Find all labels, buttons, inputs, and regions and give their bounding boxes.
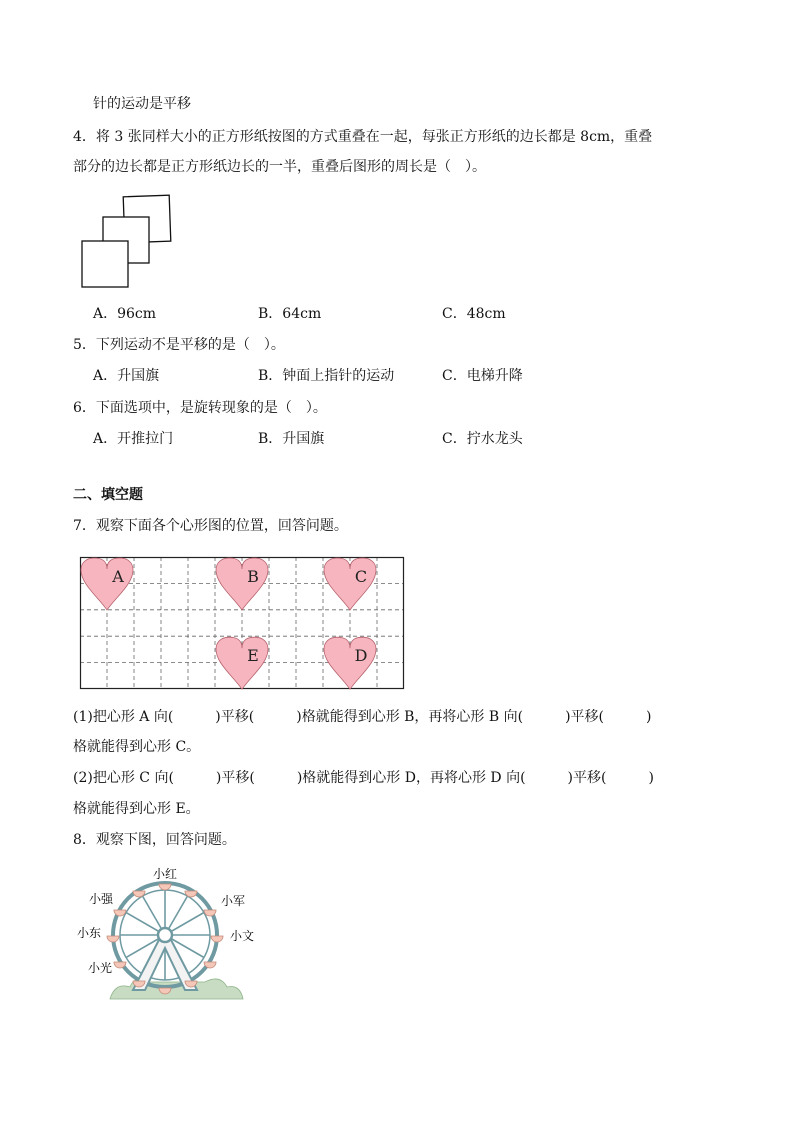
- prev-question-tail: 针的运动是平移: [93, 96, 191, 112]
- heart-e: [216, 637, 268, 689]
- ferris-label-xiaojun: 小军: [221, 894, 246, 908]
- ferris-label-xiaodong: 小东: [77, 926, 102, 940]
- q7-2-line2: 格就能得到心形 E。: [73, 801, 200, 817]
- q6-text: 6．下面选项中，是旋转现象的是（ ）。: [73, 400, 327, 416]
- ferris-label-xiaoguang: 小光: [88, 961, 113, 975]
- q7-2-line1: (2)把心形 C 向( )平移( )格就能得到心形 D，再将心形 D 向( )平移( ): [73, 770, 654, 786]
- ferris-label-xiaohong: 小红: [153, 867, 178, 881]
- square-front: [82, 241, 128, 287]
- heart-shape: [324, 637, 376, 689]
- q6-option-a[interactable]: A．开推拉门: [93, 431, 174, 447]
- ferris-wheel-figure: [75, 862, 275, 1007]
- q6-option-b[interactable]: B．升国旗: [258, 431, 325, 447]
- wheel-cabin: [107, 936, 119, 942]
- heart-shape: [216, 558, 268, 610]
- q4-option-c[interactable]: C．48cm: [442, 306, 506, 322]
- q6-option-c[interactable]: C．拧水龙头: [442, 431, 523, 447]
- q5-option-a[interactable]: A．升国旗: [93, 368, 160, 384]
- grass-decoration: [110, 979, 243, 999]
- wheel-cabin: [159, 884, 171, 890]
- q5-option-c[interactable]: C．电梯升降: [442, 368, 523, 384]
- heart-d: [324, 637, 376, 689]
- q4-text-line1: 4．将 3 张同样大小的正方形纸按图的方式重叠在一起，每张正方形纸的边长都是 8cm，重叠: [73, 129, 653, 145]
- heart-shape: [324, 558, 376, 610]
- heart-grid-figure: [80, 557, 405, 692]
- ferris-label-xiaoqiang: 小强: [89, 892, 114, 906]
- q7-text: 7．观察下面各个心形图的位置，回答问题。: [73, 518, 348, 534]
- heart-label: A: [112, 567, 124, 586]
- heart-shape: [81, 558, 133, 610]
- heart-label: C: [354, 567, 368, 586]
- q4-option-b[interactable]: B．64cm: [258, 306, 322, 322]
- q5-option-b[interactable]: B．钟面上指针的运动: [258, 368, 395, 384]
- heart-c: [324, 558, 376, 610]
- heart-b: [216, 558, 268, 610]
- q8-text: 8．观察下图，回答问题。: [73, 832, 236, 848]
- q4-squares-figure: [80, 193, 180, 293]
- q7-1-line2: 格就能得到心形 C。: [73, 739, 201, 755]
- heart-label: E: [247, 646, 259, 666]
- q4-option-a[interactable]: A．96cm: [93, 306, 157, 322]
- section-heading: 二、填空题: [73, 487, 143, 503]
- heart-a: [81, 558, 133, 610]
- heart-shape: [216, 637, 268, 689]
- q5-text: 5．下列运动不是平移的是（ ）。: [73, 337, 285, 353]
- heart-label: B: [247, 567, 259, 586]
- q4-text-line2: 部分的边长都是正方形纸边长的一半，重叠后图形的周长是（ ）。: [73, 159, 486, 175]
- wheel-cabin: [211, 936, 223, 942]
- q7-1-line1: (1)把心形 A 向( )平移( )格就能得到心形 B，再将心形 B 向( )平移( ): [73, 709, 652, 725]
- ferris-label-xiaowen: 小文: [230, 929, 255, 943]
- wheel-hub: [158, 928, 172, 942]
- heart-label: D: [354, 646, 368, 666]
